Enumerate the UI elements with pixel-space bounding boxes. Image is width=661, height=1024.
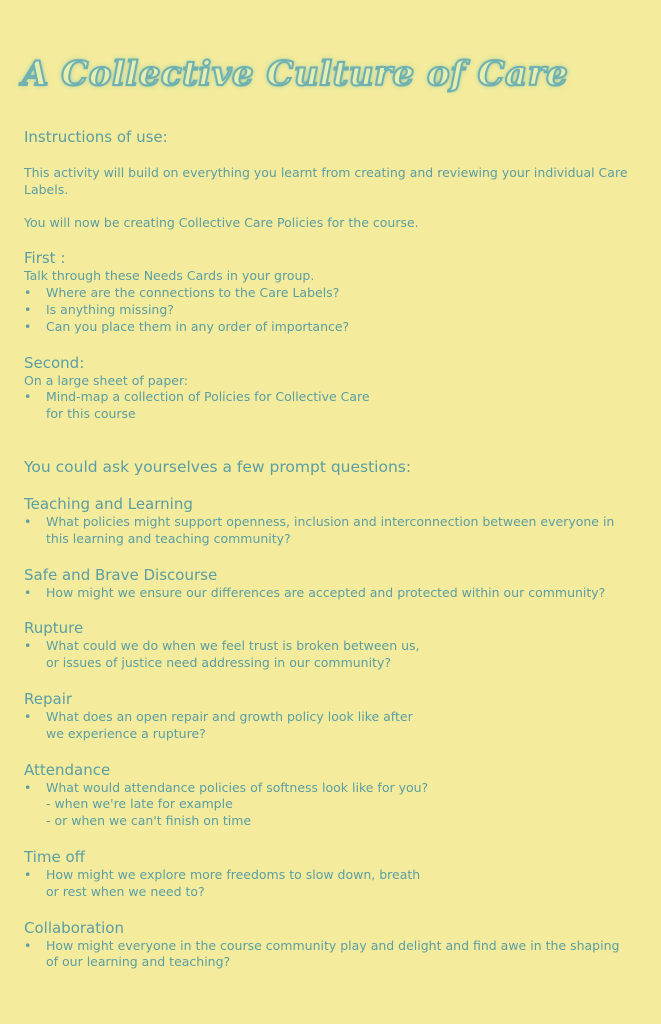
list-item-line: for this course bbox=[46, 406, 136, 422]
list-item-line: How might we explore more freedoms to slow down, breath bbox=[46, 866, 421, 882]
list-item: • How might we ensure our differences are accepted and protected within our community? bbox=[24, 585, 634, 602]
list-item bbox=[24, 780, 634, 830]
rupture-heading: Rupture bbox=[24, 619, 84, 638]
timeoff-heading: Time off bbox=[24, 847, 85, 866]
repair-list bbox=[24, 709, 634, 743]
list-item-subline: - or when we can't finish on time bbox=[46, 813, 252, 829]
first-lead: Talk through these Needs Cards in your group. bbox=[24, 268, 315, 284]
list-item: • Where are the connections to the Care Labels? bbox=[24, 285, 634, 302]
list-item bbox=[24, 389, 634, 423]
list-item-line: or issues of justice need addressing in our community? bbox=[46, 655, 391, 671]
intro-paragraph: This activity will build on everything you learnt from creating and reviewing your individual Care Labels. bbox=[24, 165, 628, 197]
second-heading: Second: bbox=[24, 353, 85, 372]
list-item-line: What does an open repair and growth policy look like after bbox=[46, 708, 413, 724]
rupture-list bbox=[24, 638, 634, 672]
timeoff-list bbox=[24, 867, 634, 901]
list-item bbox=[24, 638, 634, 672]
instructions-heading: Instructions of use: bbox=[24, 128, 168, 146]
attendance-heading: Attendance bbox=[24, 760, 111, 779]
first-list bbox=[24, 285, 634, 335]
list-item-line: Mind-map a collection of Policies for Collective Care bbox=[46, 389, 370, 405]
first-heading: First : bbox=[24, 249, 66, 268]
second-list bbox=[24, 389, 634, 423]
second-lead: On a large sheet of paper: bbox=[24, 372, 189, 388]
list-item bbox=[24, 709, 634, 743]
list-item bbox=[24, 867, 634, 901]
page-title: A Collective Culture of Care bbox=[22, 54, 569, 94]
teaching-heading: Teaching and Learning bbox=[24, 494, 193, 513]
list-item: • Can you place them in any order of importance? bbox=[24, 319, 634, 336]
safe-heading: Safe and Brave Discourse bbox=[24, 565, 218, 584]
teaching-list bbox=[24, 514, 634, 548]
list-item-line: What would attendance policies of softness look like for you? bbox=[46, 779, 429, 795]
repair-heading: Repair bbox=[24, 689, 73, 708]
list-item-line: or rest when we need to? bbox=[46, 883, 205, 899]
collaboration-heading: Collaboration bbox=[24, 918, 124, 937]
instructions-body bbox=[24, 128, 634, 971]
list-item: • Is anything missing? bbox=[24, 302, 634, 319]
attendance-list bbox=[24, 780, 634, 830]
list-item-line: What could we do when we feel trust is broken between us, bbox=[46, 638, 420, 654]
safe-list bbox=[24, 585, 634, 602]
list-item: • What policies might support openness, inclusion and interconnection between everyone in this learning and teaching community? bbox=[24, 514, 634, 548]
list-item-line: we experience a rupture? bbox=[46, 725, 206, 741]
list-item-subline: - when we're late for example bbox=[46, 796, 233, 812]
list-item: • How might everyone in the course community play and delight and find awe in the shaping of our learning and teaching? bbox=[24, 938, 634, 972]
collaboration-list bbox=[24, 938, 634, 972]
intro-paragraph-2: You will now be creating Collective Care Policies for the course. bbox=[24, 214, 419, 230]
prompt-heading: You could ask yourselves a few prompt questions: bbox=[24, 457, 412, 476]
